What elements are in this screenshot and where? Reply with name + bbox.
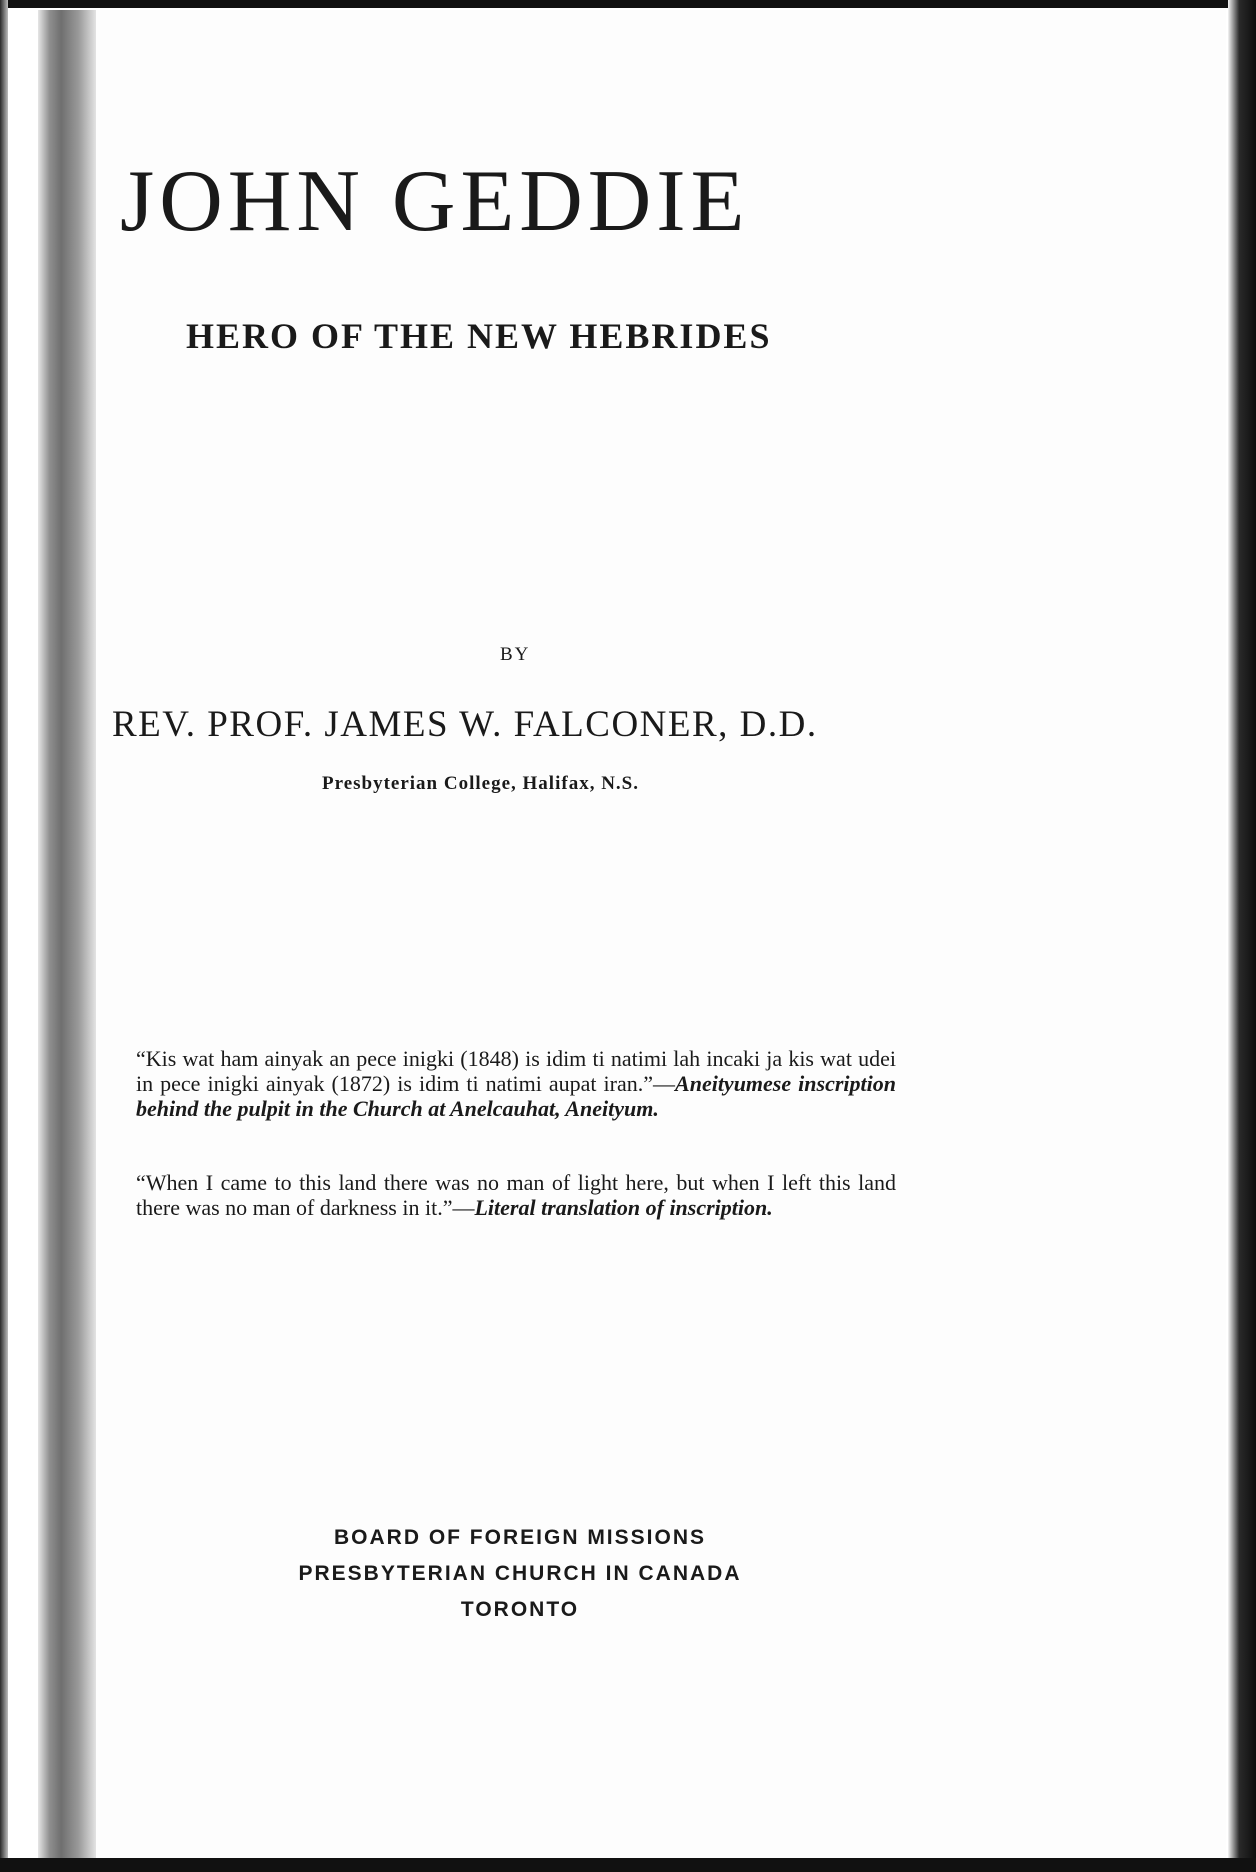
book-title: JOHN GEDDIE bbox=[120, 153, 750, 250]
epigraph-attribution: Literal translation of inscription. bbox=[474, 1195, 773, 1220]
scan-left-edge bbox=[0, 0, 8, 1872]
book-gutter-shadow bbox=[38, 10, 96, 1860]
scan-right-border bbox=[1228, 0, 1256, 1872]
by-line: BY bbox=[500, 644, 531, 665]
epigraph-text: “When I came to this land there was no man of light here, but when I left this land there was no man of darkness in it.”— bbox=[136, 1170, 896, 1220]
publisher-block bbox=[220, 1520, 820, 1628]
epigraph-attribution: Aneityumese inscription behind the pulpit in the Church at Anelcauhat, Aneityum. bbox=[136, 1071, 896, 1121]
author-affiliation: Presbyterian College, Halifax, N.S. bbox=[322, 773, 639, 794]
author-name: REV. PROF. JAMES W. FALCONER, D.D. bbox=[112, 704, 818, 745]
epigraph-aneityumese bbox=[136, 1046, 896, 1121]
scan-top-border bbox=[0, 0, 1256, 8]
publisher-line: PRESBYTERIAN CHURCH IN CANADA bbox=[298, 1562, 742, 1585]
book-subtitle: HERO OF THE NEW HEBRIDES bbox=[186, 316, 772, 356]
epigraph-text: “Kis wat ham ainyak an pece inigki (1848) is idim ti natimi lah incaki ja kis wat udei in pece inigki ainyak (1872) is idim ti natimi aupat iran.”— bbox=[136, 1046, 896, 1096]
publisher-city: TORONTO bbox=[460, 1598, 580, 1621]
epigraph-translation bbox=[136, 1170, 896, 1220]
publisher-line: BOARD OF FOREIGN MISSIONS bbox=[333, 1526, 706, 1549]
scan-bottom-border bbox=[0, 1858, 1256, 1872]
